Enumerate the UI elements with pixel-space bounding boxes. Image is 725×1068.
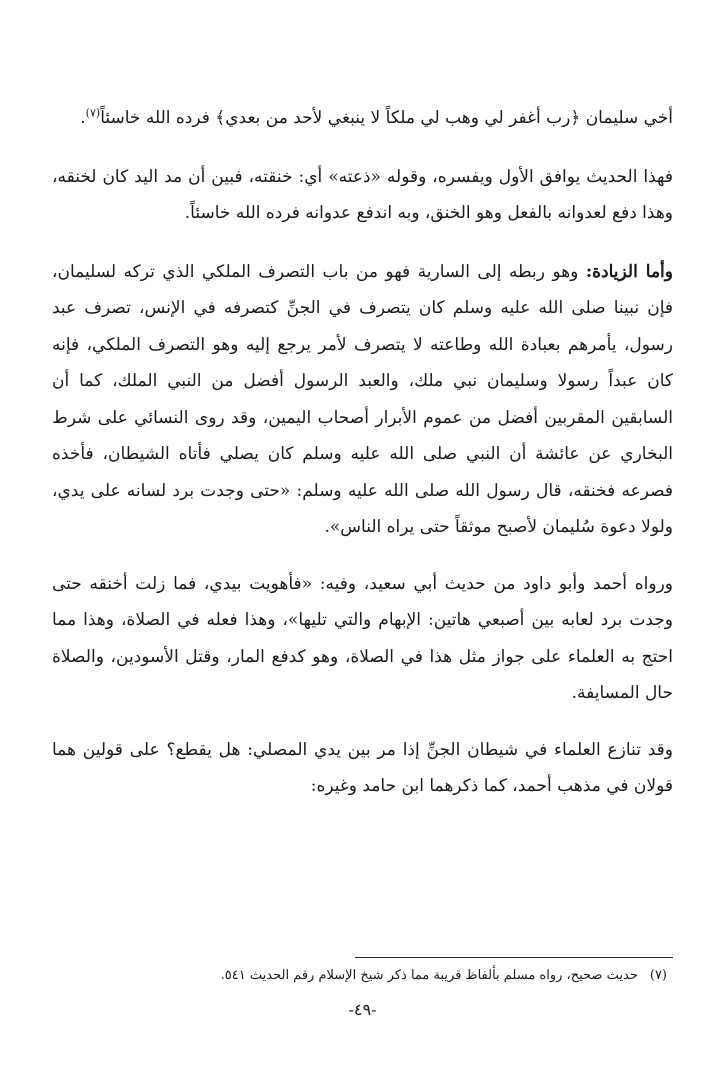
paragraph-2 (52, 159, 673, 232)
paragraph-5 (52, 732, 673, 805)
paragraph-1-tail: . (80, 108, 86, 128)
paragraph-4 (52, 566, 673, 712)
paragraph-3-text: وهو ربطه إلى السارية فهو من باب التصرف الملكي الذي تركه لسليمان، فإن نبينا صلى الله عليه وسلم كان يتصرف في الجنِّ كتصرفه في الإنس، تصرف عبد رسول، يأمرهم بعبادة الله وطاعته لا يتصرف لأمر يرجع إليه وهو التصرف الملكي، فإنه كان عبداً رسولا وسليمان نبي ملك، والعبد الرسول أفضل من النبي الملك، كما أن السابقين المقربين أفضل من عموم الأبرار أصحاب اليمين، وقد روى النسائي على شرط البخاري عن عائشة أن النبي صلى الله عليه وسلم كان يصلي فأتاه الشيطان، فأخذه فصرعه فخنقه، قال رسول الله صلى الله عليه وسلم: «حتى وجدت برد لسانه على يدي، ولولا دعوة سُليمان لأصبح موثقاً حتى يراه الناس». (52, 261, 673, 537)
paragraph-3 (52, 254, 673, 546)
footnote-divider (355, 957, 673, 958)
paragraph-4-text: ورواه أحمد وأبو داود من حديث أبي سعيد، وفيه: «فأهويت بيدي، فما زلت أخنقه حتى وجدت برد لعابه بين أصبعي هاتين: الإبهام والتي تليها»، وهذا فعله في الصلاة، وهذا مما احتج به العلماء على جواز مثل هذا في الصلاة، وهو كدفع المار، وقتل الأسودين، والصلاة حال المسايفة. (52, 573, 673, 703)
paragraph-1 (52, 100, 673, 137)
paragraph-3-lead: وأما الزيادة: (585, 261, 673, 282)
footnote (52, 966, 667, 986)
page-number: -٤٩- (348, 1000, 377, 1019)
paragraph-2-text: فهذا الحديث يوافق الأول ويفسره، وقوله «ذعته» أي: خنقته، فبين أن مد اليد كان لخنقه، وهذا دفع لعدوانه بالفعل وهو الخنق، وبه اندفع عدوانه فرده الله خاسئاً. (52, 166, 673, 223)
paragraph-1-text: أخي سليمان ﴿رب أغفر لي وهب لي ملكاً لا ينبغي لأحد من بعدي﴾ فرده الله خاسئاً (100, 108, 673, 128)
footnote-text: حديث صحيح، رواه مسلم بألفاظ قريبة مما ذكر شيخ الإسلام رقم الحديث ٥٤١. (220, 968, 638, 983)
paragraph-5-text: وقد تنازع العلماء في شيطان الجنِّ إذا مر بين يدي المصلي: هل يقطع؟ على قولين هما قولان في مذهب أحمد، كما ذكرهما ابن حامد وغيره: (52, 739, 673, 796)
footnote-reference[interactable]: (٧) (85, 106, 101, 120)
page-body (52, 100, 673, 1038)
footnote-number: (٧) (649, 968, 667, 983)
